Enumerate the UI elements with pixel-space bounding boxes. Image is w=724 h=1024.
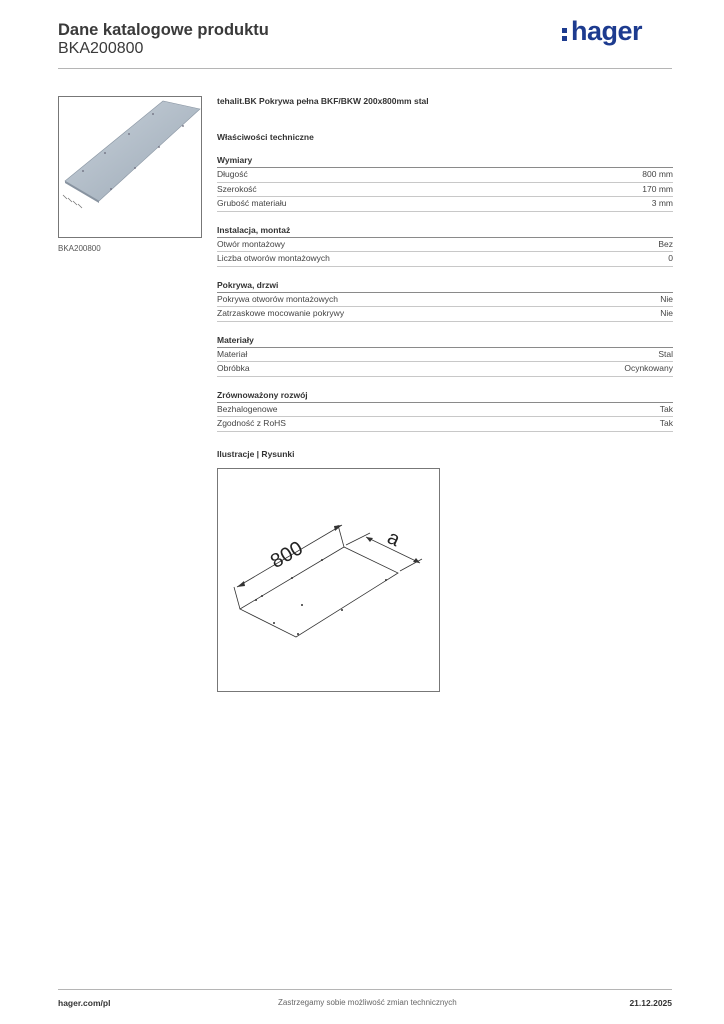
section-title: Pokrywa, drzwi [217,280,673,293]
spec-panel [217,96,673,432]
dimension-width-label: a [383,526,404,552]
spec-label: Liczba otworów montażowych [217,253,330,263]
spec-label: Obróbka [217,363,250,373]
footer-website[interactable]: hager.com/pl [58,998,111,1008]
technical-drawing [217,468,440,692]
spec-row [217,252,673,267]
spec-value: Ocynkowany [624,363,673,373]
footer-date: 21.12.2025 [629,998,672,1008]
dimension-length-label: 800 [266,537,307,573]
logo-dots-icon [562,28,567,44]
spec-label: Szerokość [217,183,257,194]
spec-value: Bez [658,238,673,249]
hager-logo [565,16,642,47]
spec-label: Zgodność z RoHS [217,418,286,428]
spec-section [217,280,673,322]
spec-label: Bezhalogenowe [217,403,278,414]
spec-section [217,335,673,377]
spec-label: Materiał [217,348,248,359]
spec-label: Pokrywa otworów montażowych [217,293,338,304]
product-code: BKA200800 [58,40,144,57]
spec-value: Stal [658,348,673,359]
spec-row [217,168,673,183]
spec-row [217,348,673,363]
spec-row [217,238,673,253]
spec-section [217,390,673,432]
spec-value: 800 mm [642,169,673,179]
spec-label: Otwór montażowy [217,238,286,249]
spec-row [217,307,673,322]
image-caption: BKA200800 [58,244,101,253]
spec-heading: Właściwości techniczne [217,132,314,142]
product-image [58,96,202,238]
spec-sections [217,155,673,432]
spec-section [217,225,673,267]
spec-label: Grubość materiału [217,198,287,208]
footer-disclaimer: Zastrzegamy sobie możliwość zmian technicznych [278,998,457,1007]
logo-text: hager [571,16,643,46]
spec-label: Długość [217,169,248,179]
spec-value: Tak [659,418,673,428]
section-title: Instalacja, montaż [217,225,673,238]
spec-value: Tak [659,403,673,414]
section-title: Materiały [217,335,673,348]
spec-value: Nie [660,308,673,318]
spec-value: 3 mm [651,198,673,208]
header-divider [58,68,672,69]
spec-row [217,417,673,432]
section-title: Zrównoważony rozwój [217,390,673,403]
product-name: tehalit.BK Pokrywa pełna BKF/BKW 200x800mm stal [217,96,429,106]
footer-divider [58,989,672,990]
spec-value: 0 [668,253,673,263]
spec-section [217,155,673,212]
spec-row [217,362,673,377]
spec-row [217,183,673,198]
illustrations-title: Ilustracje | Rysunki [217,449,295,459]
spec-label: Zatrzaskowe mocowanie pokrywy [217,308,345,318]
spec-row [217,403,673,418]
page-title: Dane katalogowe produktu [58,21,269,39]
section-title: Wymiary [217,155,673,168]
spec-row [217,197,673,212]
spec-row [217,293,673,308]
spec-value: Nie [660,293,673,304]
spec-value: 170 mm [642,183,673,194]
